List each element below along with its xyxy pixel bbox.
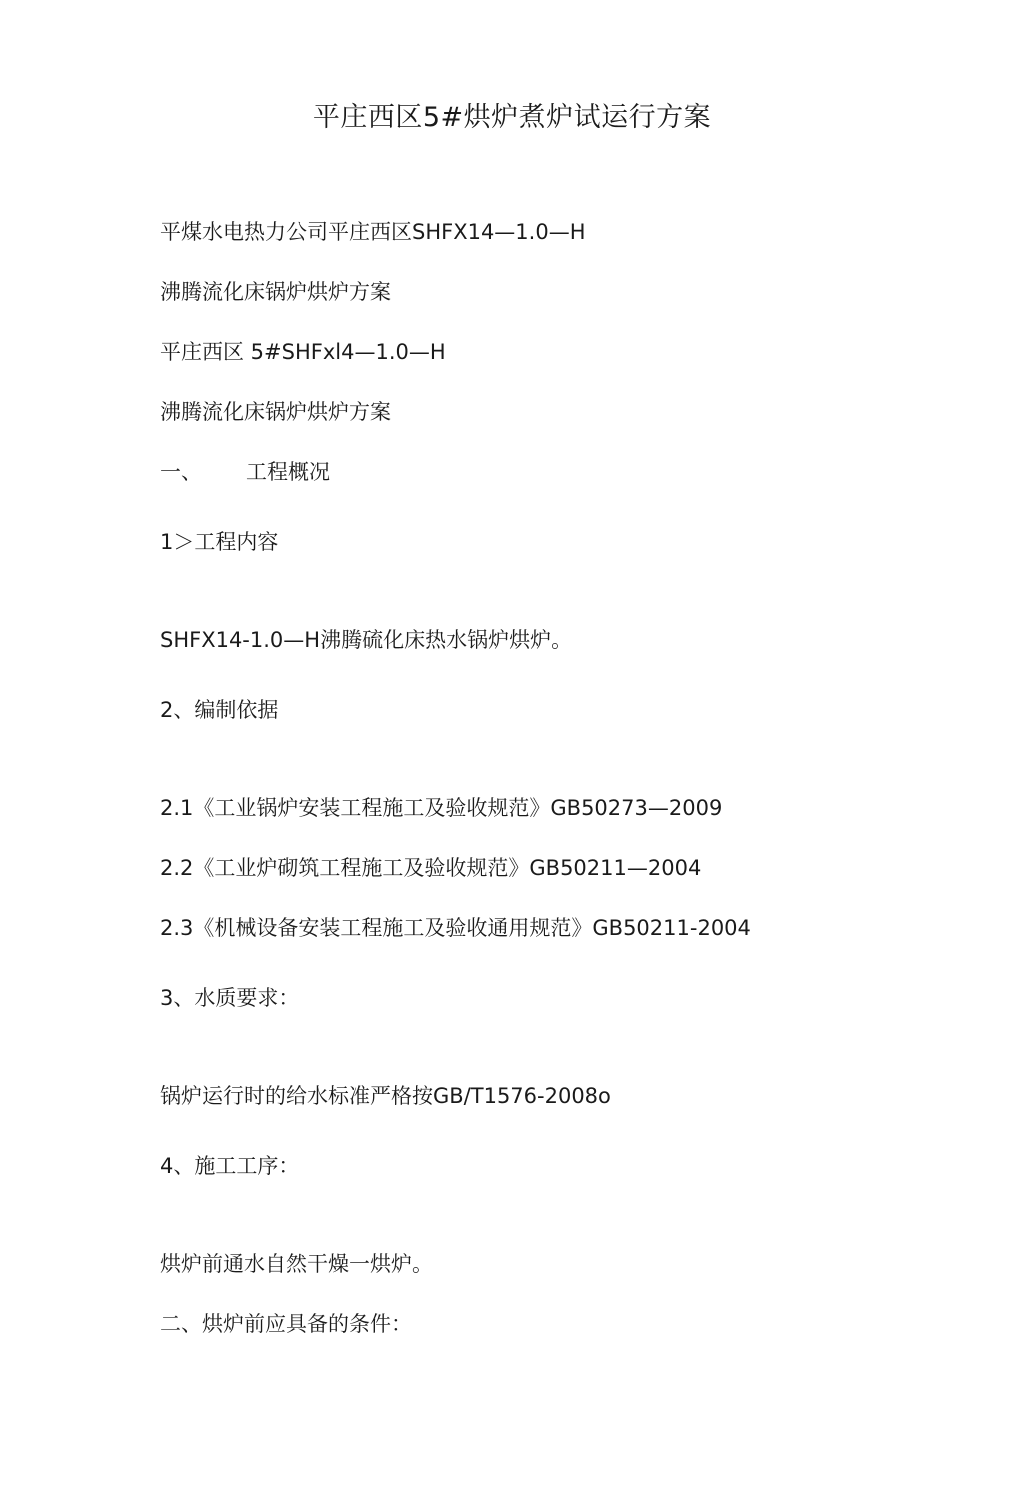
item-4-heading: 4、施工工序：: [160, 1154, 300, 1178]
section2-heading: 二、烘炉前应具备的条件：: [160, 1312, 412, 1336]
intro-line-4: 沸腾流化床锅炉烘炉方案: [160, 400, 391, 424]
intro-line-3: 平庄西区 5#SHFxl4—1.0—H: [160, 340, 446, 364]
item-2-heading: 2、编制依据: [160, 698, 279, 722]
reference-2-3: 2.3《机械设备安装工程施工及验收通用规范》GB50211-2004: [160, 916, 751, 940]
item-1-body: SHFX14-1.0—H沸腾硫化床热水锅炉烘炉。: [160, 628, 573, 652]
section1-heading: [160, 457, 330, 487]
section1-title: 工程概况: [246, 460, 330, 484]
reference-2-1: 2.1《工业锅炉安装工程施工及验收规范》GB50273—2009: [160, 796, 723, 820]
item-3-heading: 3、水质要求：: [160, 986, 300, 1010]
item-4-body: 烘炉前通水自然干燥一烘炉。: [160, 1252, 433, 1276]
intro-line-2: 沸腾流化床锅炉烘炉方案: [160, 280, 391, 304]
section1-number: 一、: [160, 460, 202, 484]
item-3-body: 锅炉运行时的给水标准严格按GB/T1576-2008o: [160, 1084, 611, 1108]
reference-2-2: 2.2《工业炉砌筑工程施工及验收规范》GB50211—2004: [160, 856, 702, 880]
item-1-heading: 1＞工程内容: [160, 530, 279, 554]
document-title: 平庄西区5#烘炉煮炉试运行方案: [312, 102, 712, 133]
intro-line-1: 平煤水电热力公司平庄西区SHFX14—1.0—H: [160, 220, 586, 244]
